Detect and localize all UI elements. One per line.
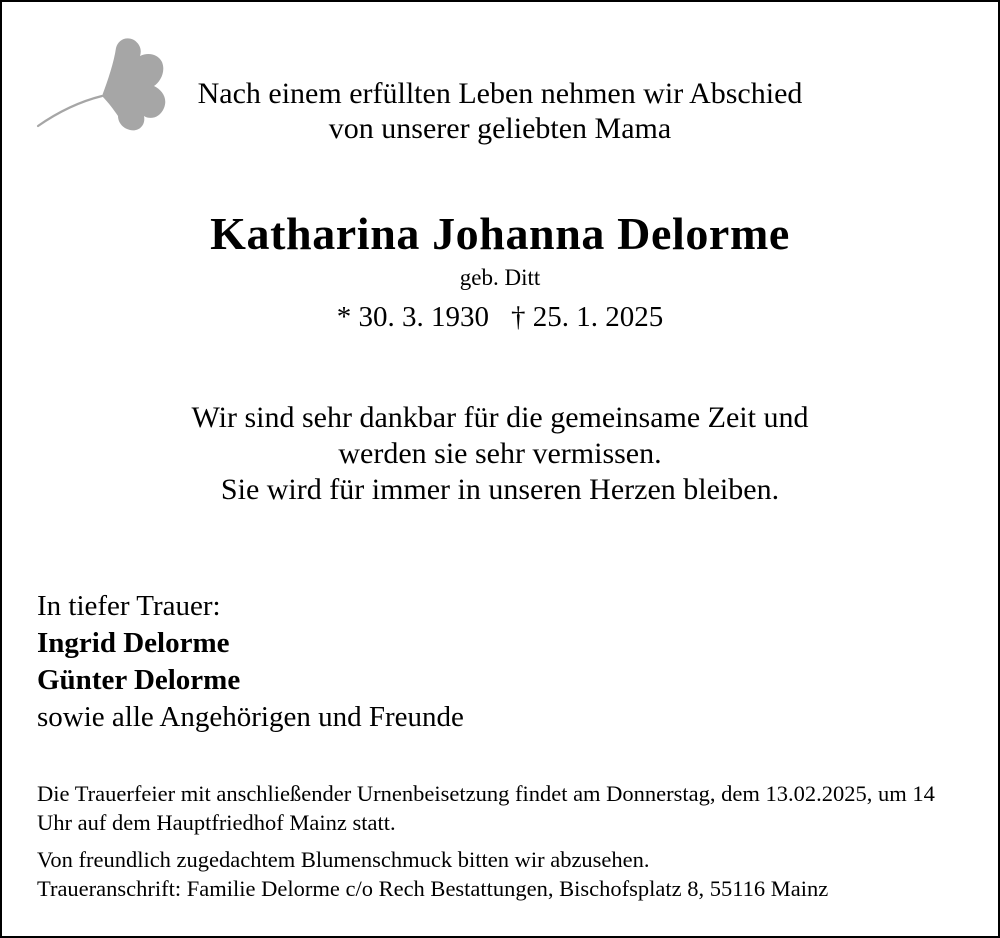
intro-line-2: von unserer geliebten Mama <box>328 112 672 145</box>
mourning-address: Traueranschrift: Familie Delorme c/o Rech Bestattungen, Bischofsplatz 8, 55116 Mainz <box>37 876 829 901</box>
deceased-name: Katharina Johanna Delorme <box>210 208 790 259</box>
thanks-line-3: Sie wird für immer in unseren Herzen bleiben. <box>220 473 780 506</box>
thanks-line-2: werden sie sehr vermissen. <box>338 437 662 470</box>
flowers-note: Von freundlich zugedachtem Blumenschmuck bitten wir abzusehen. <box>37 847 650 872</box>
death-date: † 25. 1. 2025 <box>511 301 664 333</box>
mourner-name: Ingrid Delorme <box>37 627 230 659</box>
mourners-closing: sowie alle Angehörigen und Freunde <box>37 701 464 733</box>
thanks-line-1: Wir sind sehr dankbar für die gemeinsame Zeit und <box>191 401 809 434</box>
thanks-text <box>0 400 1000 508</box>
mourners-block <box>37 588 464 736</box>
ceremony-details: Die Trauerfeier mit anschließender Urnenbeisetzung findet am Donnerstag, dem 13.02.2025, um 14 Uhr auf dem Hauptfriedhof Mainz statt. <box>37 781 935 835</box>
intro-text <box>0 76 1000 146</box>
life-dates <box>0 297 1000 337</box>
birth-name: geb. Ditt <box>459 265 541 290</box>
intro-line-1: Nach einem erfüllten Leben nehmen wir Abschied <box>197 77 803 110</box>
mourner-name: Günter Delorme <box>37 664 241 696</box>
birth-date: * 30. 3. 1930 <box>336 301 489 333</box>
ceremony-info <box>37 779 937 903</box>
mourners-heading: In tiefer Trauer: <box>37 590 221 622</box>
